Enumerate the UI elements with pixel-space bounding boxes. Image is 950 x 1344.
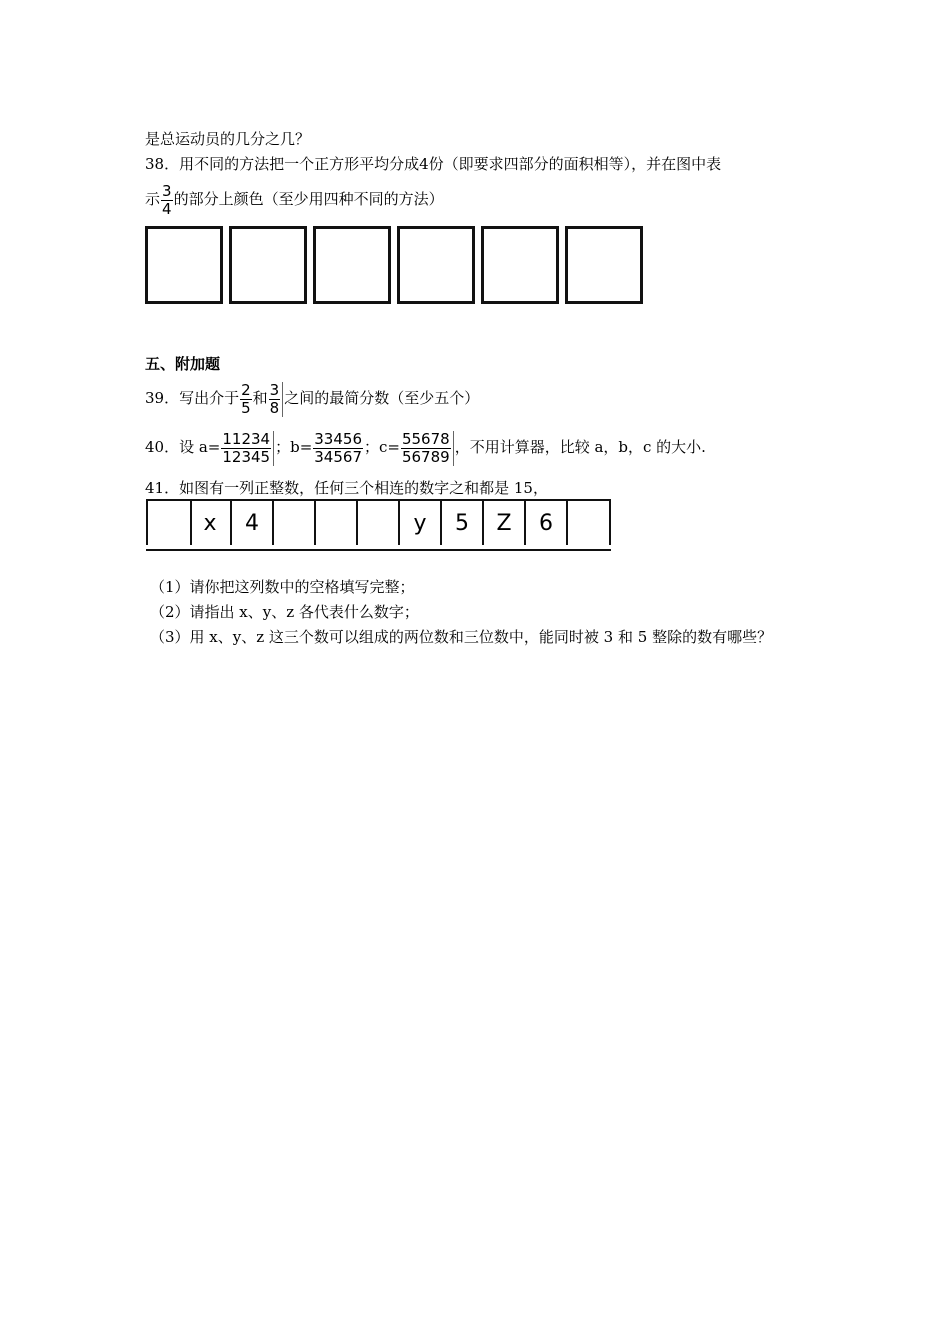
sequence-cell-9[interactable]: Z (484, 501, 526, 545)
sequence-cell-6[interactable] (358, 501, 400, 545)
fraction-c (401, 431, 454, 466)
section-title: 五、附加题 (145, 355, 221, 373)
q39-pre: 39．写出介于 (145, 389, 240, 407)
q38-line1: 38．用不同的方法把一个正方形平均分成4份（即要求四部分的面积相等），并在图中表 (145, 155, 722, 173)
q41-stem: 41．如图有一列正整数，任何三个相连的数字之和都是 15， (145, 479, 548, 497)
fraction-numerator: 33456 (314, 429, 362, 448)
sequence-cell-5[interactable] (316, 501, 358, 545)
sequence-cell-4[interactable] (274, 501, 316, 545)
square-4[interactable] (397, 226, 475, 304)
sequence-cell-7[interactable]: y (400, 501, 442, 545)
q38-line2-post: 的部分上颜色（至少用四种不同的方法） (173, 190, 444, 208)
fraction-numerator: 3 (162, 181, 172, 200)
sequence-cell-8[interactable]: 5 (442, 501, 484, 545)
sequence-cell-3[interactable]: 4 (232, 501, 274, 545)
q41-sub3: （3）用 x、y、z 这三个数可以组成的两位数和三位数中，能同时被 3 和 5 整除的数有哪些？ (150, 628, 773, 646)
square-5[interactable] (481, 226, 559, 304)
number-sequence (146, 499, 611, 551)
q39-mid: 和 (252, 389, 268, 407)
fraction-denominator: 34567 (314, 447, 362, 466)
fraction-three-quarters (161, 183, 173, 218)
q41-sub1: （1）请你把这列数中的空格填写完整； (150, 578, 415, 596)
fraction-a (221, 431, 274, 466)
sequence-cell-10[interactable]: 6 (526, 501, 568, 545)
q40-post: ，不用计算器，比较 a，b，c 的大小. (454, 438, 706, 456)
sequence-cell-1[interactable] (146, 501, 192, 545)
q39-post: 之间的最简分数（至少五个） (284, 389, 480, 407)
q37-tail: 是总运动员的几分之几？ (145, 130, 311, 148)
q40-sep1: ；b= (275, 438, 313, 456)
fraction-denominator: 12345 (222, 447, 271, 466)
fraction-numerator: 11234 (222, 429, 271, 448)
fraction-b (313, 431, 363, 466)
fraction-numerator: 55678 (401, 429, 450, 448)
square-3[interactable] (313, 226, 391, 304)
sequence-cell-2[interactable]: x (190, 501, 232, 545)
fraction-numerator: 3 (269, 380, 280, 399)
fraction-numerator: 2 (241, 380, 251, 399)
square-6[interactable] (565, 226, 643, 304)
square-1[interactable] (145, 226, 223, 304)
square-2[interactable] (229, 226, 307, 304)
fraction-denominator: 4 (162, 199, 172, 218)
fraction-denominator: 8 (269, 398, 280, 417)
fraction-denominator: 5 (241, 398, 251, 417)
q39-line (145, 379, 479, 417)
q40-line (145, 428, 706, 466)
q40-sep2: ；c= (363, 438, 400, 456)
q40-pre: 40．设 a= (145, 438, 221, 456)
q38-line2 (145, 180, 444, 218)
q41-sub2: （2）请指出 x、y、z 各代表什么数字； (150, 603, 419, 621)
fraction-three-eighths (269, 382, 284, 417)
q38-line2-pre: 示 (145, 190, 161, 208)
fraction-two-fifths (240, 382, 252, 417)
sequence-cell-11[interactable] (568, 501, 611, 545)
fraction-denominator: 56789 (401, 447, 450, 466)
